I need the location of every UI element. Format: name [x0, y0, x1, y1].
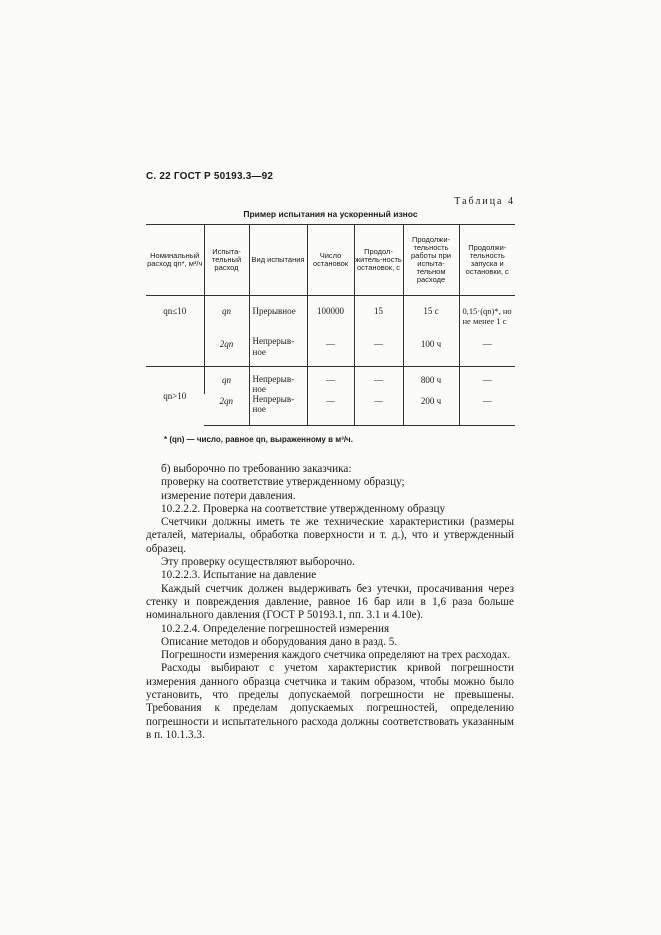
table-row [146, 296, 515, 336]
cell-start-duration: — [459, 367, 515, 395]
col-header-kind: Вид испытания [249, 225, 307, 296]
cell-nominal: qn>10 [163, 391, 187, 401]
col-header-stop-duration: Продол-житель-ность остановок, с [354, 225, 403, 296]
cell-test-flow: qn [204, 296, 249, 336]
cell-kind: Непрерыв-ное [249, 367, 307, 395]
table-label: Таблица 4 [454, 196, 515, 207]
cell-kind: Непрерыв-ное [249, 394, 307, 425]
wear-test-table [146, 224, 515, 426]
paragraph: Каждый счетчик должен выдерживать без утечки, просачивания через стенку и повреждения давление, равное 16 бар или в 1,6 раза больше номинального давления (ГОСТ Р 50193.1, пп. 3.1 и 4.10е). [146, 582, 514, 622]
col-header-test-flow: Испыта-тельный расход [204, 225, 249, 296]
cell-stops: — [307, 394, 354, 425]
cell-kind: Непрерыв-ное [249, 336, 307, 367]
col-header-work-duration: Продолжи-тельность работы при испыта-тельном расходе [403, 225, 459, 296]
cell-work-duration: 15 с [403, 296, 459, 336]
cell-test-flow: 2qn [204, 336, 249, 367]
paragraph: Погрешности измерения каждого счетчика определяют на трех расходах. [161, 649, 511, 662]
paragraph: Расходы выбирают с учетом характеристик кривой погрешности измерения данного образца счетчика и таким образом, чтобы можно было установить, что пределы допускаемой погрешности не превышены. Требования к пределам допускаемых погрешностей, определению погрешности и испытательного расхода должны соответствовать указанным в п. 10.1.3.3. [146, 662, 514, 741]
cell-work-duration: 800 ч [403, 367, 459, 395]
paragraph: Эту проверку осуществляют выборочно. [161, 556, 355, 569]
table-header-row [146, 225, 515, 296]
cell-stop-duration: — [354, 367, 403, 395]
table-footnote: * (qn) — число, равное qn, выраженному в м³/ч. [164, 435, 353, 444]
cell-stops: 100000 [307, 296, 354, 336]
col-header-stops: Число остановок [307, 225, 354, 296]
cell-start-duration: — [459, 394, 515, 425]
table-row [146, 367, 515, 395]
section-heading: 10.2.2.2. Проверка на соответствие утвержденному образцу [161, 502, 446, 515]
paragraph: Описание методов и оборудования дано в разд. 5. [161, 635, 398, 648]
table-title: Пример испытания на ускоренный износ [243, 209, 418, 219]
cell-stop-duration: — [354, 394, 403, 425]
paragraph: измерение потери давления. [161, 489, 296, 502]
body-text [146, 463, 514, 742]
cell-start-duration: 0,15·(qn)*, но не менее 1 с [459, 296, 515, 336]
cell-test-flow: qn [204, 367, 249, 395]
cell-stop-duration: — [354, 336, 403, 367]
cell-stop-duration: 15 [354, 296, 403, 336]
cell-start-duration: — [459, 336, 515, 367]
paragraph: Счетчики должны иметь те же технические характеристики (размеры деталей, материалы, обработка поверхности и т. д.), что и утвержденный образец. [146, 516, 514, 555]
cell-test-flow: 2qn [204, 394, 249, 425]
page-header: С. 22 ГОСТ Р 50193.3—92 [146, 171, 274, 182]
cell-nominal: qn≤10 [163, 306, 187, 316]
paragraph: б) выборочно по требованию заказчика: [161, 463, 352, 475]
cell-kind: Прерывное [249, 296, 307, 336]
cell-work-duration: 200 ч [403, 394, 459, 425]
table-row [146, 336, 515, 367]
paragraph: проверку на соответствие утвержденному образцу; [161, 476, 405, 489]
col-header-nominal: Номинальный расход qn*, м³/ч [146, 225, 204, 296]
section-heading: 10.2.2.3. Испытание на давление [161, 569, 317, 582]
cell-stops: — [307, 367, 354, 395]
col-header-start-duration: Продолжи-тельность запуска и остановки, с [459, 225, 515, 296]
cell-stops: — [307, 336, 354, 367]
section-heading: 10.2.2.4. Определение погрешностей измерения [161, 622, 390, 635]
cell-work-duration: 100 ч [403, 336, 459, 367]
